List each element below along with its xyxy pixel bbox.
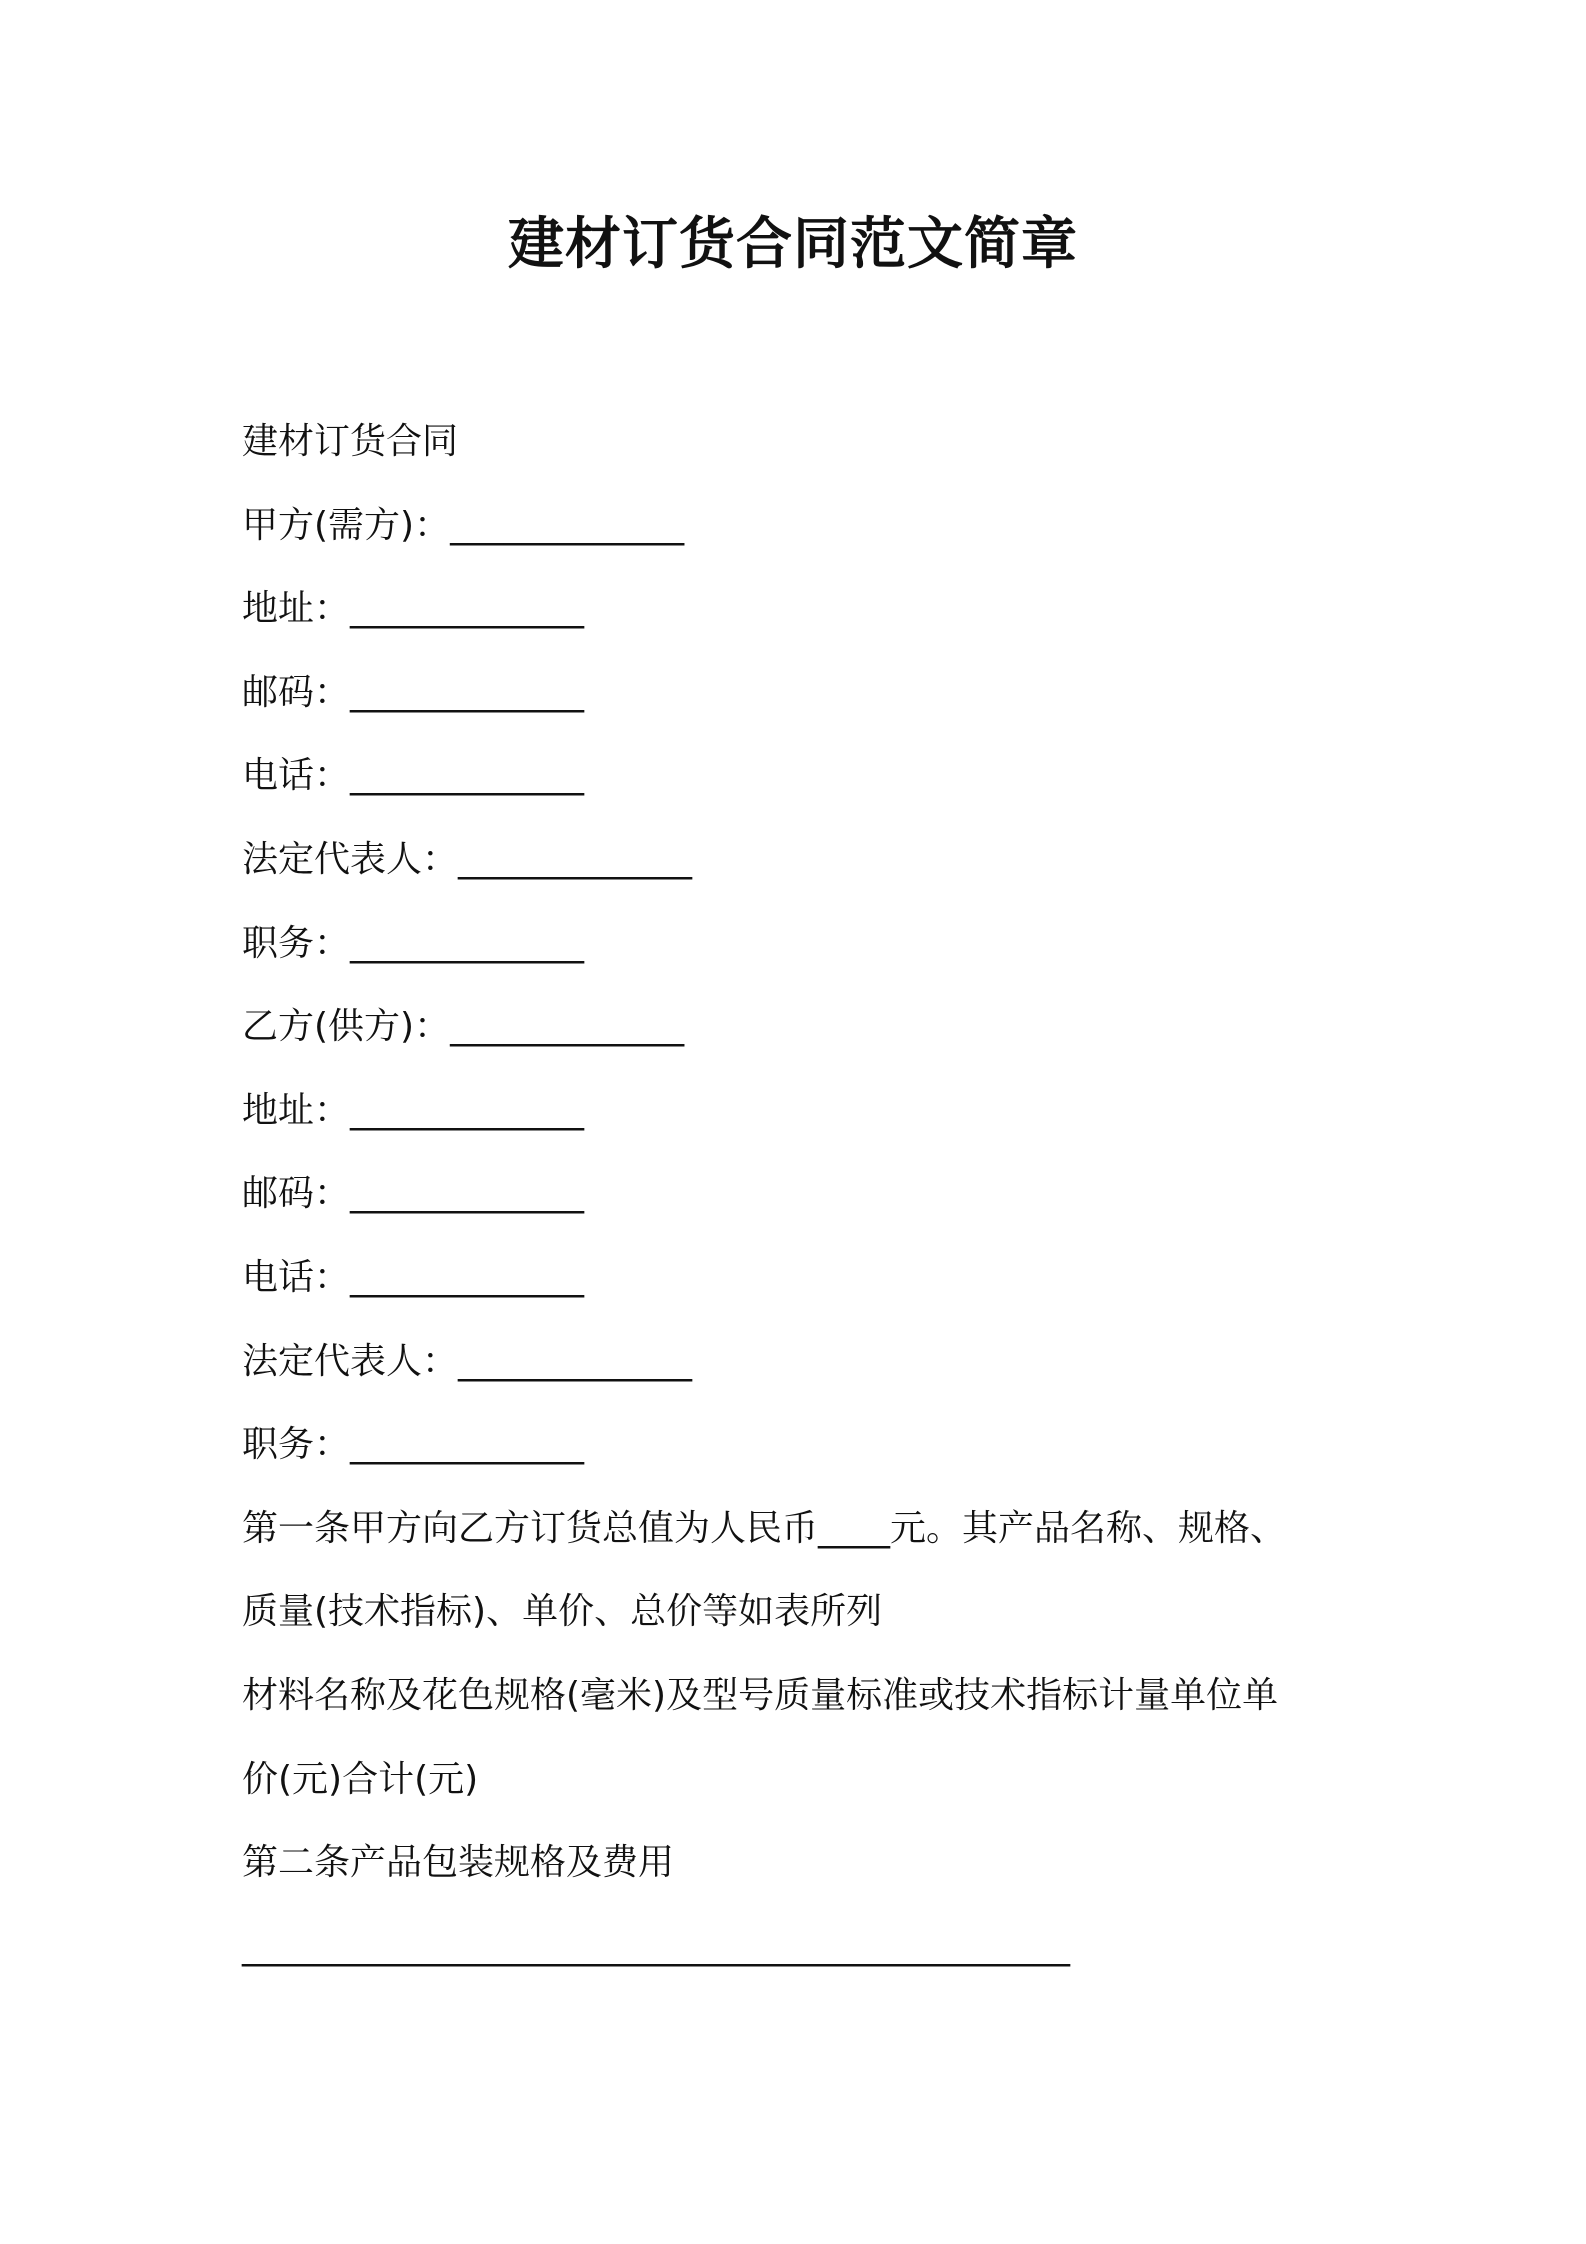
blank-fill-line: ______________________________________________	[242, 1925, 1070, 1967]
document-title: 建材订货合同范文简章	[508, 212, 1078, 277]
party-b-postcode-line: 邮码：_____________	[242, 1173, 585, 1215]
party-b-position-line: 职务：_____________	[242, 1424, 585, 1466]
party-a-address-line: 地址：_____________	[242, 588, 585, 630]
party-b-address-line: 地址：_____________	[242, 1089, 585, 1131]
party-b-phone-line: 电话：_____________	[242, 1256, 585, 1298]
party-a-postcode-line: 邮码：_____________	[242, 671, 585, 713]
table-header-line-2: 价(元)合计(元)	[242, 1758, 479, 1800]
table-header-line-1: 材料名称及花色规格(毫米)及型号质量标准或技术指标计量单位单	[242, 1674, 1279, 1716]
party-a-legal-rep-line: 法定代表人：_____________	[242, 838, 693, 880]
contract-heading: 建材订货合同	[242, 421, 459, 462]
article-two-heading: 第二条产品包装规格及费用	[242, 1842, 675, 1884]
party-b-legal-rep-line: 法定代表人：_____________	[242, 1340, 693, 1382]
party-a-phone-line: 电话：_____________	[242, 755, 585, 797]
party-a-position-line: 职务：_____________	[242, 922, 585, 964]
party-b-line: 乙方(供方)：_____________	[242, 1006, 685, 1048]
article-one-line-1: 第一条甲方向乙方订货总值为人民币____元。其产品名称、规格、	[242, 1507, 1287, 1549]
document-body	[242, 400, 1352, 1988]
party-a-line: 甲方(需方)：_____________	[242, 504, 685, 546]
article-one-line-2: 质量(技术指标)、单价、总价等如表所列	[242, 1591, 883, 1633]
